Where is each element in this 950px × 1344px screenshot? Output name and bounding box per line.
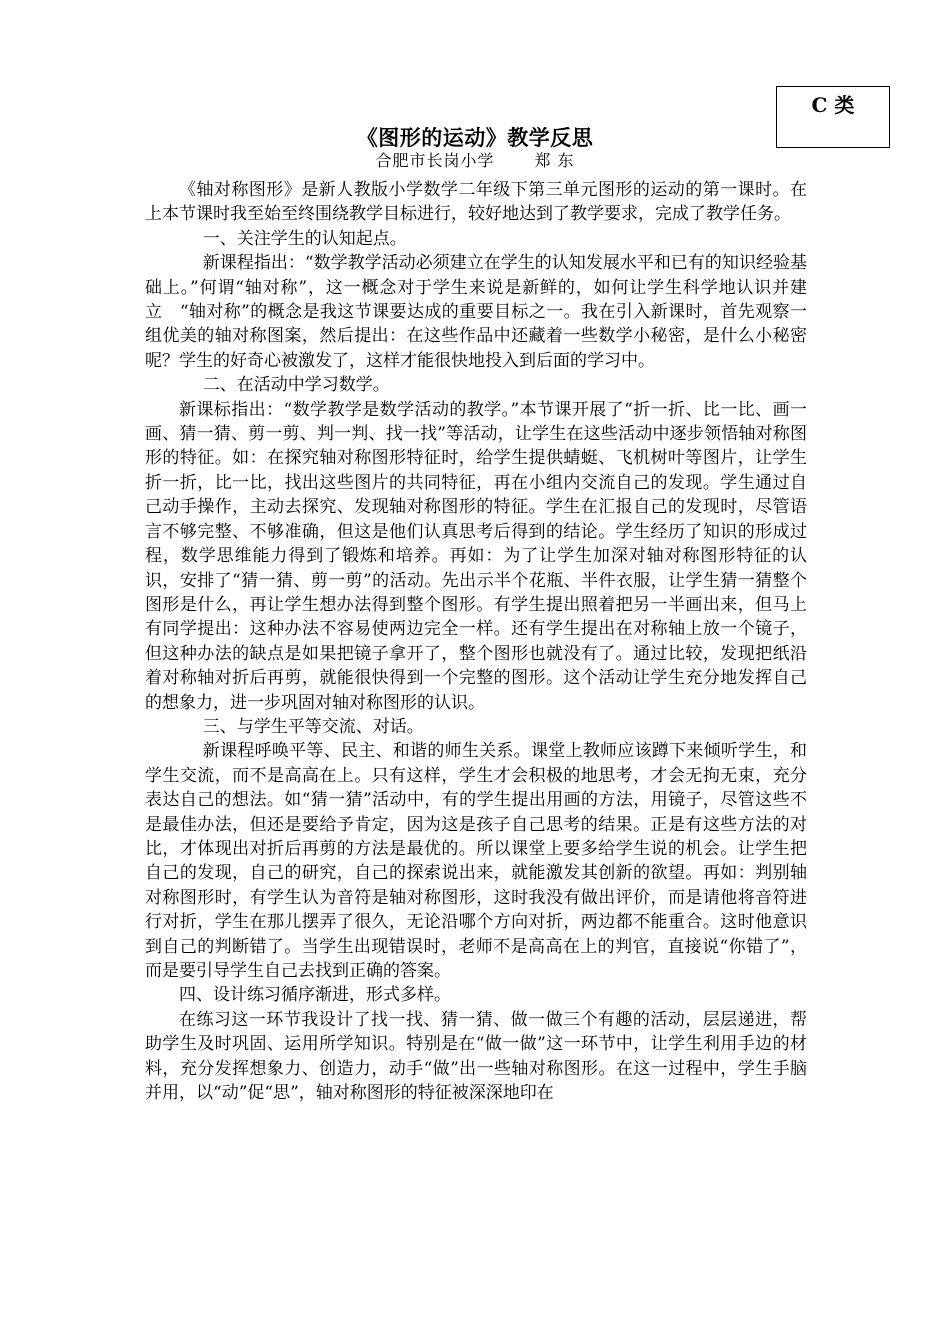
document-title: 《图形的运动》教学反思 xyxy=(356,125,594,150)
byline-school: 合肥市长岗小学 xyxy=(375,151,495,170)
category-label: C 类 xyxy=(811,93,855,117)
paragraph: 新课程指出：“数学教学活动必须建立在学生的认知发展水平和已有的知识经验基础上。”何谓“轴对称”，这一概念对于学生来说是新鲜的，如何让学生科学地认识并建立 “轴对称”的概念是我这节课要达成的重要目标之一。我在引入新课时，首先观察一组优美的轴对称图案，然后提出：在这些作品中还藏着一些数学小秘密，是什么小秘密呢？学生的好奇心被激发了，这样才能很快地投入到后面的学习中。 xyxy=(145,253,807,371)
byline xyxy=(0,150,950,172)
paragraph: 新课标指出：“数学教学是数学活动的教学。”本节课开展了“折一折、比一比、画一画、猜一猜、剪一剪、判一判、找一找”等活动，让学生在这些活动中逐步领悟轴对称图形的特征。如：在探究轴对称图形特征时，给学生提供蜻蜓、飞机树叶等图片，让学生折一折，比一比，找出这些图片的共同特征，再在小组内交流自己的发现。学生通过自己动手操作，主动去探究、发现轴对称图形的特征。学生在汇报自己的发现时，尽管语言不够完整、不够准确，但这是他们认真思考后得到的结论。学生经历了知识的形成过程，数学思维能力得到了锻炼和培养。再如：为了让学生加深对轴对称图形特征的认识，安排了“猜一猜、剪一剪”的活动。先出示半个花瓶、半件衣服，让学生猜一猜整个图形是什么，再让学生想办法得到整个图形。有学生提出照着把另一半画出来，但马上有同学提出：这种办法不容易使两边完全一样。还有学生提出在对称轴上放一个镜子，但这种办法的缺点是如果把镜子拿开了，整个图形也就没有了。通过比较，发现把纸沿着对称轴对折后再剪，就能很快得到一个完整的图形。这个活动让学生充分地发挥自己的想象力，进一步巩固对轴对称图形的认识。 xyxy=(145,399,807,713)
paragraph: 新课程呼唤平等、民主、和谐的师生关系。课堂上教师应该蹲下来倾听学生，和学生交流，而不是高高在上。只有这样，学生才会积极的地思考，才会无拘无束，充分表达自己的想法。如“猜一猜”活动中，有的学生提出用画的方法，用镜子，尽管这些不是最佳办法，但还是要给予肯定，因为这是孩子自己思考的结果。正是有这些方法的对比，才体现出对折后再剪的方法是最优的。所以课堂上要多给学生说的机会。让学生把自己的发现，自己的研究，自己的探索说出来，就能激发其创新的欲望。再如：判别轴对称图形时，有学生认为音符是轴对称图形，这时我没有做出评价，而是请他将音符进行对折，学生在那儿摆弄了很久，无论沿哪个方向对折，两边都不能重合。这时他意识到自己的判断错了。当学生出现错误时，老师不是高高在上的判官，直接说“你错了”，而是要引导学生自己去找到正确的答案。 xyxy=(145,741,807,981)
section-heading: 二、在活动中学习数学。 xyxy=(202,375,390,396)
section-heading: 四、设计练习循序渐进，形式多样。 xyxy=(179,985,451,1006)
paragraph: 在练习这一环节我设计了找一找、猜一猜、做一做三个有趣的活动，层层递进，帮助学生及时巩固、运用所学知识。特别是在“做一做”这一环节中，让学生利用手边的材料，充分发挥想象力、创造力，动手“做”出一些轴对称图形。在这一过程中，学生手脑并用，以“动”促“思”，轴对称图形的特征被深深地印在 xyxy=(145,1009,807,1104)
paragraph: 《轴对称图形》是新人教版小学数学二年级下第三单元图形的运动的第一课时。在上本节课时我至始至终围绕教学目标进行，较好地达到了教学要求，完成了教学任务。 xyxy=(145,180,807,225)
byline-author: 郑 东 xyxy=(534,151,575,170)
section-heading: 三、与学生平等交流、对话。 xyxy=(202,716,424,737)
document-body xyxy=(145,178,807,1105)
section-heading: 一、关注学生的认知起点。 xyxy=(202,228,407,249)
